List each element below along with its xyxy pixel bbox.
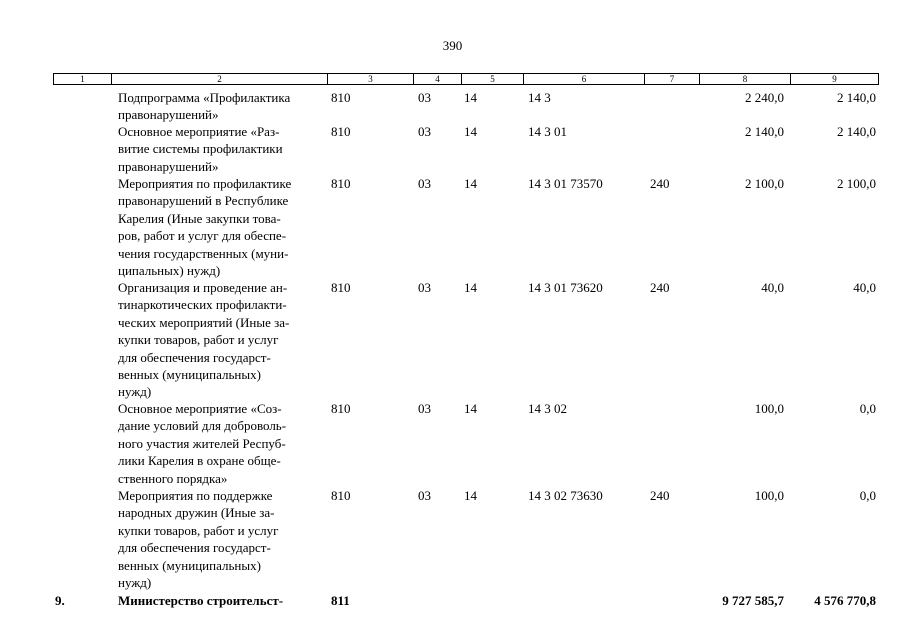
row-name — [118, 592, 328, 609]
row-name-line: правонарушений» — [118, 107, 219, 123]
row-name-line: Основное мероприятие «Раз- — [118, 124, 280, 139]
header-col-6: 6 — [523, 74, 644, 84]
row-name-line: для обеспечения государст- — [118, 540, 271, 556]
row-name-line: Карелия (Иные закупки това- — [118, 210, 281, 226]
col-ministry-code: 810 — [331, 176, 351, 191]
col-ministry-code: 810 — [331, 488, 351, 503]
col-amount-1: 100,0 — [754, 401, 784, 416]
row-name-line: купки товаров, работ и услуг — [118, 332, 279, 348]
col-section: 03 — [418, 90, 431, 105]
header-col-1: 1 — [80, 74, 85, 84]
col-ministry-code: 811 — [331, 593, 350, 608]
row-name-line: Министерство строительст- — [118, 593, 284, 608]
col-ministry-code: 810 — [331, 90, 351, 105]
row-name-line: купки товаров, работ и услуг — [118, 522, 279, 538]
row-name-line: венных (муниципальных) — [118, 557, 261, 573]
col-target-article: 14 3 — [528, 90, 551, 105]
row-name — [118, 175, 328, 279]
row-name-line: правонарушений» — [118, 158, 219, 174]
col-amount-2: 2 140,0 — [837, 90, 876, 105]
col-section: 03 — [418, 124, 431, 139]
page-number: 390 — [442, 38, 463, 53]
col-subsection: 14 — [464, 124, 477, 139]
col-subsection: 14 — [464, 488, 477, 503]
header-col-2: 2 — [111, 74, 327, 84]
table-header-row — [53, 73, 879, 85]
header-col-8: 8 — [699, 74, 790, 84]
col-section: 03 — [418, 280, 431, 295]
row-name-line: дание условий для доброволь- — [118, 418, 287, 434]
col-amount-1: 40,0 — [761, 280, 784, 295]
row-name-line: лики Карелия в охране обще- — [118, 453, 281, 469]
row-name-line: нужд) — [118, 575, 152, 591]
col-amount-1: 100,0 — [754, 488, 784, 503]
row-name-line: для обеспечения государст- — [118, 349, 271, 365]
col-subsection: 14 — [464, 280, 477, 295]
row-name — [118, 279, 328, 401]
row-name-line: ного участия жителей Респуб- — [118, 435, 286, 451]
col-amount-2: 0,0 — [859, 488, 876, 503]
col-section: 03 — [418, 488, 431, 503]
row-name-line: ственного порядка» — [118, 470, 228, 486]
header-col-3: 3 — [327, 74, 413, 84]
col-subsection: 14 — [464, 401, 477, 416]
row-name-line: ципальных) нужд) — [118, 263, 221, 279]
row-name-line: народных дружин (Иные за- — [118, 505, 275, 521]
col-amount-2: 40,0 — [853, 280, 876, 295]
col-subsection: 14 — [464, 176, 477, 191]
header-col-4: 4 — [413, 74, 461, 84]
row-name-line: Организация и проведение ан- — [118, 280, 288, 295]
col-ministry-code: 810 — [331, 401, 351, 416]
row-name-line: чения государственных (муни- — [118, 245, 289, 261]
row-name-line: нужд) — [118, 384, 152, 400]
col-target-article: 14 3 02 — [528, 401, 567, 416]
col-amount-1: 2 140,0 — [745, 124, 784, 139]
row-name-line: Основное мероприятие «Соз- — [118, 401, 282, 416]
col-amount-1: 2 100,0 — [745, 176, 784, 191]
col-ministry-code: 810 — [331, 280, 351, 295]
row-name-line: венных (муниципальных) — [118, 367, 261, 383]
col-amount-2: 2 100,0 — [837, 176, 876, 191]
col-target-article: 14 3 01 — [528, 124, 567, 139]
row-name — [118, 123, 328, 175]
row-name — [118, 487, 328, 591]
row-name-line: Мероприятия по профилактике — [118, 176, 292, 191]
col-target-article: 14 3 01 73620 — [528, 280, 603, 295]
col-amount-2: 0,0 — [859, 401, 876, 416]
row-number: 9. — [55, 593, 65, 608]
row-name — [118, 89, 328, 124]
col-amount-2: 4 576 770,8 — [814, 593, 876, 608]
row-name-line: тинаркотических профилакти- — [118, 297, 287, 313]
row-name-line: ров, работ и услуг для обеспе- — [118, 228, 287, 244]
col-subsection: 14 — [464, 90, 477, 105]
col-section: 03 — [418, 401, 431, 416]
col-expense-type: 240 — [650, 488, 670, 503]
col-amount-1: 2 240,0 — [745, 90, 784, 105]
row-name-line: Подпрограмма «Профилактика — [118, 90, 291, 105]
col-expense-type: 240 — [650, 280, 670, 295]
header-col-7: 7 — [644, 74, 699, 84]
col-expense-type: 240 — [650, 176, 670, 191]
header-col-5: 5 — [461, 74, 523, 84]
row-name-line: ческих мероприятий (Иные за- — [118, 314, 290, 330]
col-section: 03 — [418, 176, 431, 191]
row-name-line: Мероприятия по поддержке — [118, 488, 273, 503]
header-col-9: 9 — [790, 74, 878, 84]
row-name — [118, 400, 328, 487]
col-ministry-code: 810 — [331, 124, 351, 139]
col-target-article: 14 3 02 73630 — [528, 488, 603, 503]
row-name-line: правонарушений в Республике — [118, 193, 289, 209]
row-name-line: витие системы профилактики — [118, 141, 283, 157]
col-amount-1: 9 727 585,7 — [722, 593, 784, 608]
col-amount-2: 2 140,0 — [837, 124, 876, 139]
col-target-article: 14 3 01 73570 — [528, 176, 603, 191]
